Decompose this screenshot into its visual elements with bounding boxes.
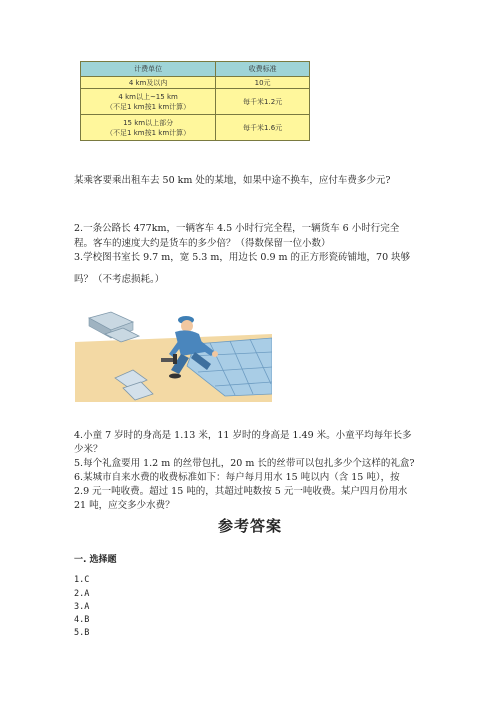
section-title: 一. 选择题 (74, 555, 117, 565)
question-5-line-1: 5.每个礼盒要用 1.2 m 的丝带包扎，20 m 长的丝带可以包扎多少个这样的礼盒? (74, 458, 415, 469)
table-row (81, 89, 310, 115)
answer-heading: 参考答案 (217, 517, 282, 535)
tiling-worker-illustration (75, 304, 272, 402)
unit-text: 4 km及以内 (128, 78, 168, 87)
question-6-line-1: 6.某城市自来水费的收费标准如下：每户每月用水 15 吨以内（含 15 吨），按 (74, 472, 400, 483)
table-cell-price: 10元 (216, 77, 310, 89)
answer-item: 2.A (74, 589, 90, 599)
question-2-line-1: 2.一条公路长 477km，一辆客车 4.5 小时行完全程，一辆货车 6 小时行完全 (74, 223, 400, 234)
table-row (81, 115, 310, 141)
unit-text: 4 km以上~15 km (118, 92, 178, 101)
question-6-line-3: 21 吨，应交多少水费？ (74, 500, 175, 511)
question-3-line-2: 吗？（不考虑损耗。） (74, 274, 165, 285)
question-6-line-2: 2.9 元一吨收费。超过 15 吨的，其超过吨数按 5 元一吨收费。某户四月份用水 (74, 486, 408, 497)
unit-note: （不足1 km按1 km计算） (106, 128, 191, 137)
table-cell-price: 每千米1.6元 (216, 115, 310, 141)
table-header-unit: 计费单位 (81, 62, 216, 77)
answer-item: 3.A (74, 602, 90, 612)
answer-item: 4.B (74, 615, 90, 625)
question-2-line-2: 程。客车的速度大约是货车的多少倍？（得数保留一位小数） (74, 238, 331, 249)
question-4-line-1: 4.小童 7 岁时的身高是 1.13 米，11 岁时的身高是 1.49 米。小童平均每年长多 (74, 430, 412, 441)
unit-note: （不足1 km按1 km计算） (106, 102, 191, 111)
table-cell-unit (81, 115, 216, 141)
fare-table (80, 61, 310, 141)
table-cell-price: 每千米1.2元 (216, 89, 310, 115)
answer-item: 1.C (74, 575, 90, 585)
table-row (81, 77, 310, 89)
table-cell-unit (81, 77, 216, 89)
table-header-price: 收费标准 (216, 62, 310, 77)
question-3-line-1: 3.学校图书室长 9.7 m，宽 5.3 m，用边长 0.9 m 的正方形瓷砖铺地，70 块够 (74, 252, 411, 263)
table-cell-unit (81, 89, 216, 115)
question-4-line-2: 少米？ (74, 444, 103, 455)
unit-text: 15 km以上部分 (123, 118, 174, 127)
question-1-text: 某乘客要乘出租车去 50 km 处的某地，如果中途不换车，应付车费多少元? (74, 175, 391, 186)
answer-item: 5.B (74, 628, 90, 638)
